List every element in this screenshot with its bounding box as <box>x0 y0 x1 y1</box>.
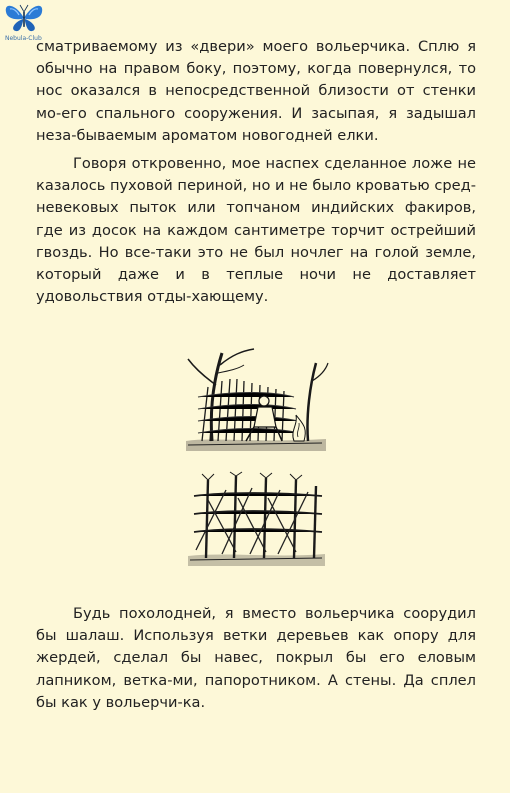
illustration-shelter-sketch <box>182 345 330 453</box>
page-text <box>36 36 476 308</box>
butterfly-icon <box>2 2 46 34</box>
paragraph-1: сматриваемому из «двери» моего вольерчика. Сплю я обычно на правом боку, поэтому, когда повернулся, то нос оказался в непосредственной близости от стенки мо-его спального сооружения. И засыпая, я задышал неза-бываемым ароматом новогодней елки. <box>36 38 476 144</box>
paragraph-3: Будь похолодней, я вместо вольерчика соорудил бы шалаш. Используя ветки деревьев как опору для жердей, сделал бы навес, покрыл бы его еловым лапником, ветка-ми, папоротником. А стены. Да сплел бы как у вольерчи-ка. <box>36 605 476 711</box>
paragraph-2: Говоря откровенно, мое наспех сделанное ложе не казалось пуховой периной, но и не было кроватью сред-невековых пыток или топчаном индийских факиров, где из досок на каждом сантиметре торчит острейший гвоздь. Но все-таки это не был ночлег на голой земле, который даже и в теплые ночи не доставляет удовольствия отды-хающему. <box>36 155 476 306</box>
logo-text: Nebula-Club <box>5 35 42 42</box>
illustration-fence-frame <box>186 470 327 568</box>
page-text-bottom <box>36 603 476 714</box>
site-logo[interactable] <box>2 2 48 40</box>
